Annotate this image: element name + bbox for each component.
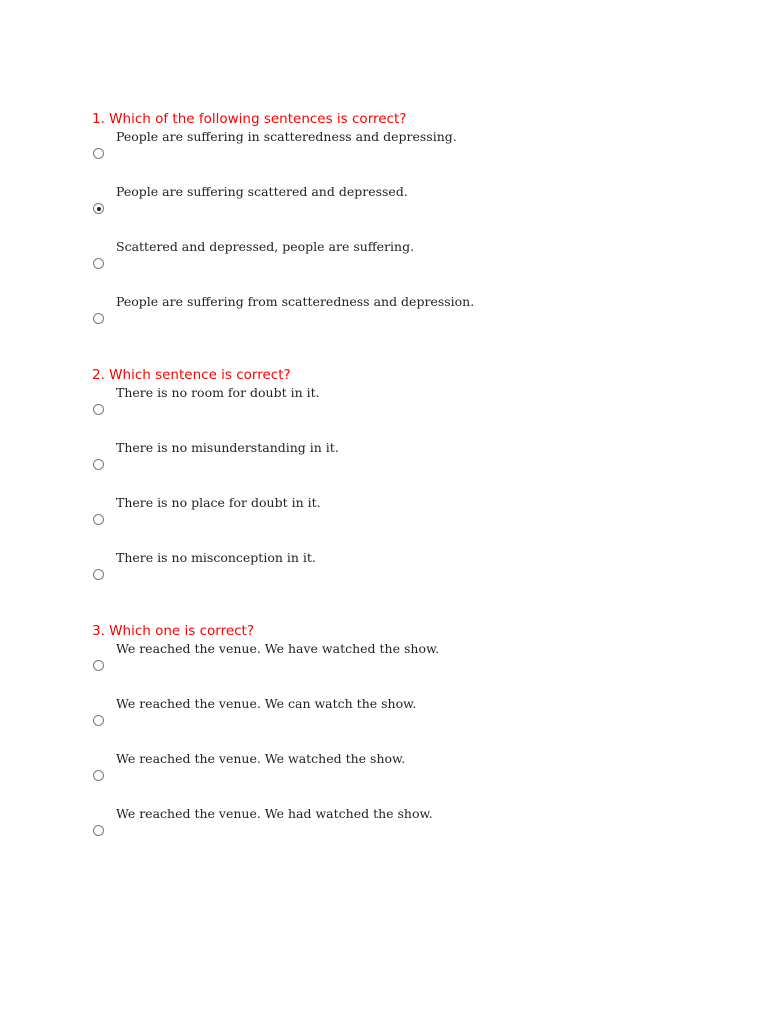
answer-option-label: There is no room for doubt in it. [116,385,320,400]
answer-option[interactable] [92,128,732,183]
answer-option[interactable] [92,805,732,860]
answer-option-label: People are suffering scattered and depressed. [116,184,408,199]
answer-option[interactable] [92,695,732,750]
answer-option-label: Scattered and depressed, people are suffering. [116,239,415,254]
answer-option[interactable] [92,640,732,695]
answer-option-label: There is no misconception in it. [116,550,316,565]
answer-option[interactable] [92,384,732,439]
radio-button[interactable] [93,258,104,269]
question-3 [92,622,732,860]
question-title: 2. Which sentence is correct? [92,367,291,383]
answer-option-label: We reached the venue. We have watched the show. [116,641,440,656]
answer-option-label: There is no place for doubt in it. [116,495,321,510]
answer-option-label: We reached the venue. We had watched the show. [116,806,433,821]
question-2 [92,366,732,604]
question-title: 1. Which of the following sentences is correct? [92,111,407,127]
answer-option[interactable] [92,238,732,293]
answer-option-label: People are suffering in scatteredness and depressing. [116,129,457,144]
radio-button[interactable] [93,404,104,415]
radio-button[interactable] [93,203,104,214]
radio-button[interactable] [93,825,104,836]
radio-button[interactable] [93,459,104,470]
radio-button[interactable] [93,715,104,726]
question-1 [92,110,732,348]
question-title: 3. Which one is correct? [92,623,255,639]
answer-option[interactable] [92,439,732,494]
answer-option-label: We reached the venue. We watched the show. [116,751,406,766]
answer-option-label: We reached the venue. We can watch the show. [116,696,417,711]
radio-button[interactable] [93,148,104,159]
answer-option-label: People are suffering from scatteredness and depression. [116,294,475,309]
answer-option[interactable] [92,183,732,238]
radio-button[interactable] [93,514,104,525]
answer-option-label: There is no misunderstanding in it. [116,440,339,455]
radio-button[interactable] [93,313,104,324]
answer-option[interactable] [92,750,732,805]
radio-button[interactable] [93,770,104,781]
radio-button[interactable] [93,569,104,580]
radio-button[interactable] [93,660,104,671]
answer-option[interactable] [92,293,732,348]
answer-option[interactable] [92,549,732,604]
answer-option[interactable] [92,494,732,549]
